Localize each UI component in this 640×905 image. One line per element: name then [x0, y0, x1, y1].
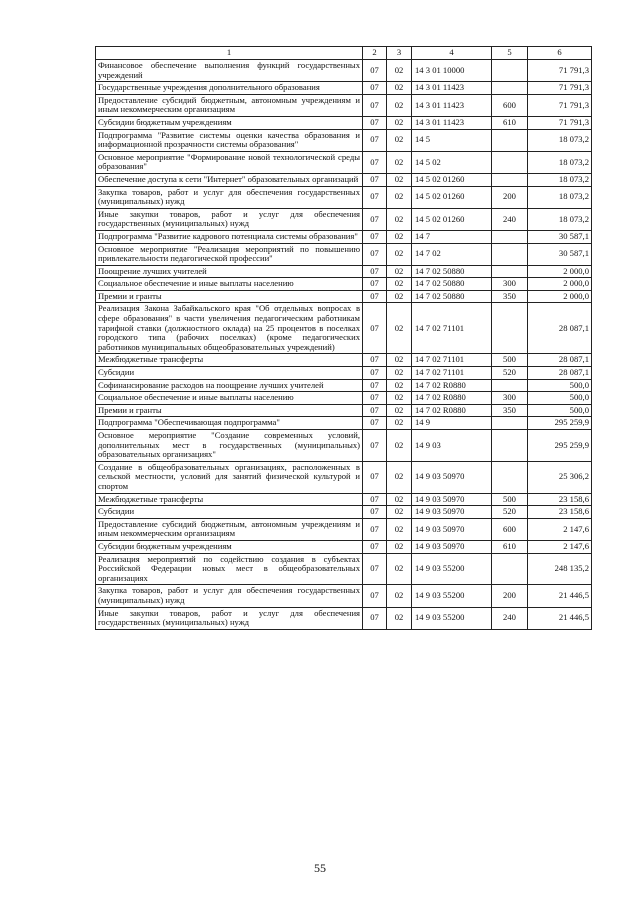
row-name-cell: Социальное обеспечение и иные выплаты населению [96, 278, 363, 291]
row-section-cell: 07 [363, 230, 387, 243]
row-amount-cell: 248 135,2 [528, 553, 592, 585]
row-subsection-cell: 02 [387, 392, 412, 405]
header-row [96, 47, 592, 60]
row-section-cell: 07 [363, 60, 387, 82]
row-subsection-cell: 02 [387, 404, 412, 417]
row-expense-type-cell [492, 461, 528, 493]
row-expense-type-cell: 600 [492, 94, 528, 116]
row-amount-cell: 2 000,0 [528, 278, 592, 291]
row-target-article-cell: 14 3 01 11423 [412, 116, 492, 129]
table-row [96, 303, 592, 354]
row-name-cell: Основное мероприятие "Формирование новой технологической среды образования" [96, 151, 363, 173]
row-name-cell: Субсидии [96, 506, 363, 519]
row-section-cell: 07 [363, 461, 387, 493]
row-section-cell: 07 [363, 208, 387, 230]
header-cell-3: 3 [387, 47, 412, 60]
row-section-cell: 07 [363, 379, 387, 392]
row-target-article-cell: 14 9 [412, 417, 492, 430]
table-row [96, 585, 592, 607]
row-target-article-cell: 14 7 02 71101 [412, 303, 492, 354]
table-row [96, 518, 592, 540]
row-target-article-cell: 14 9 03 50970 [412, 540, 492, 553]
row-name-cell: Подпрограмма "Обеспечивающая подпрограмма" [96, 417, 363, 430]
row-name-cell: Иные закупки товаров, работ и услуг для обеспечения государственных (муниципальных) нужд [96, 208, 363, 230]
row-amount-cell: 71 791,3 [528, 82, 592, 95]
table-row [96, 265, 592, 278]
row-amount-cell: 30 587,1 [528, 243, 592, 265]
row-expense-type-cell [492, 417, 528, 430]
row-target-article-cell: 14 9 03 50970 [412, 518, 492, 540]
row-name-cell: Реализация Закона Забайкальского края "Об отдельных вопросах в сфере образования" в части увеличения педагогическим работникам тарифной ставки (должностного оклада) на 25 процентов в поселках городского типа (рабочих поселках) (кроме педагогических работников муниципальных общеобразовательных учреждений) [96, 303, 363, 354]
table-row [96, 379, 592, 392]
budget-table [95, 46, 592, 630]
table-row [96, 208, 592, 230]
row-expense-type-cell: 240 [492, 208, 528, 230]
row-amount-cell: 23 158,6 [528, 493, 592, 506]
table-row [96, 540, 592, 553]
table-row [96, 506, 592, 519]
row-amount-cell: 28 087,1 [528, 367, 592, 380]
header-cell-1: 1 [96, 47, 363, 60]
row-target-article-cell: 14 5 02 01260 [412, 208, 492, 230]
table-row [96, 230, 592, 243]
row-expense-type-cell: 610 [492, 116, 528, 129]
row-expense-type-cell [492, 173, 528, 186]
row-expense-type-cell: 200 [492, 186, 528, 208]
table-row [96, 278, 592, 291]
row-name-cell: Подпрограмма "Развитие системы оценки качества образования и информационной прозрачности системы образования" [96, 129, 363, 151]
row-subsection-cell: 02 [387, 367, 412, 380]
row-section-cell: 07 [363, 243, 387, 265]
row-expense-type-cell: 500 [492, 493, 528, 506]
row-subsection-cell: 02 [387, 60, 412, 82]
row-subsection-cell: 02 [387, 607, 412, 629]
row-section-cell: 07 [363, 129, 387, 151]
header-cell-5: 5 [492, 47, 528, 60]
table-row [96, 461, 592, 493]
row-expense-type-cell [492, 230, 528, 243]
row-amount-cell: 500,0 [528, 392, 592, 405]
row-target-article-cell: 14 7 [412, 230, 492, 243]
row-section-cell: 07 [363, 506, 387, 519]
row-amount-cell: 23 158,6 [528, 506, 592, 519]
row-target-article-cell: 14 9 03 [412, 430, 492, 462]
row-amount-cell: 295 259,9 [528, 417, 592, 430]
row-name-cell: Подпрограмма "Развитие кадрового потенциала системы образования" [96, 230, 363, 243]
row-target-article-cell: 14 5 02 01260 [412, 186, 492, 208]
row-section-cell: 07 [363, 607, 387, 629]
row-expense-type-cell: 520 [492, 506, 528, 519]
row-target-article-cell: 14 9 03 55200 [412, 553, 492, 585]
row-expense-type-cell: 200 [492, 585, 528, 607]
row-section-cell: 07 [363, 278, 387, 291]
row-subsection-cell: 02 [387, 208, 412, 230]
row-subsection-cell: 02 [387, 518, 412, 540]
row-amount-cell: 18 073,2 [528, 186, 592, 208]
row-name-cell: Создание в общеобразовательных организациях, расположенных в сельской местности, условий для занятий физической культурой и спортом [96, 461, 363, 493]
row-target-article-cell: 14 9 03 55200 [412, 585, 492, 607]
row-name-cell: Предоставление субсидий бюджетным, автономным учреждениям и иным некоммерческим организациям [96, 518, 363, 540]
row-subsection-cell: 02 [387, 151, 412, 173]
row-amount-cell: 2 147,6 [528, 540, 592, 553]
row-target-article-cell: 14 7 02 R0880 [412, 392, 492, 405]
row-target-article-cell: 14 3 01 10000 [412, 60, 492, 82]
table-row [96, 392, 592, 405]
row-expense-type-cell [492, 82, 528, 95]
row-amount-cell: 71 791,3 [528, 60, 592, 82]
row-section-cell: 07 [363, 430, 387, 462]
row-amount-cell: 500,0 [528, 404, 592, 417]
row-section-cell: 07 [363, 82, 387, 95]
row-subsection-cell: 02 [387, 173, 412, 186]
row-subsection-cell: 02 [387, 82, 412, 95]
row-name-cell: Субсидии бюджетным учреждениям [96, 540, 363, 553]
table-row [96, 151, 592, 173]
row-amount-cell: 18 073,2 [528, 208, 592, 230]
row-amount-cell: 71 791,3 [528, 116, 592, 129]
row-subsection-cell: 02 [387, 303, 412, 354]
row-target-article-cell: 14 9 03 50970 [412, 506, 492, 519]
row-subsection-cell: 02 [387, 186, 412, 208]
table-row [96, 404, 592, 417]
table-row [96, 60, 592, 82]
row-name-cell: Межбюджетные трансферты [96, 354, 363, 367]
row-amount-cell: 25 306,2 [528, 461, 592, 493]
row-section-cell: 07 [363, 585, 387, 607]
row-target-article-cell: 14 3 01 11423 [412, 94, 492, 116]
row-amount-cell: 71 791,3 [528, 94, 592, 116]
row-subsection-cell: 02 [387, 493, 412, 506]
row-target-article-cell: 14 7 02 71101 [412, 367, 492, 380]
row-subsection-cell: 02 [387, 461, 412, 493]
row-expense-type-cell: 350 [492, 290, 528, 303]
row-amount-cell: 295 259,9 [528, 430, 592, 462]
row-amount-cell: 18 073,2 [528, 173, 592, 186]
row-subsection-cell: 02 [387, 506, 412, 519]
table-row [96, 82, 592, 95]
page-number: 55 [314, 861, 326, 875]
row-target-article-cell: 14 7 02 71101 [412, 354, 492, 367]
row-subsection-cell: 02 [387, 430, 412, 462]
row-name-cell: Реализация мероприятий по содействию создания в субъектах Российской Федерации новых мест в общеобразовательных организациях [96, 553, 363, 585]
header-cell-2: 2 [363, 47, 387, 60]
row-name-cell: Премии и гранты [96, 290, 363, 303]
row-amount-cell: 18 073,2 [528, 129, 592, 151]
table-row [96, 430, 592, 462]
row-target-article-cell: 14 7 02 50880 [412, 278, 492, 291]
row-expense-type-cell: 300 [492, 392, 528, 405]
row-target-article-cell: 14 9 03 55200 [412, 607, 492, 629]
row-section-cell: 07 [363, 116, 387, 129]
row-section-cell: 07 [363, 151, 387, 173]
row-subsection-cell: 02 [387, 585, 412, 607]
row-subsection-cell: 02 [387, 379, 412, 392]
row-section-cell: 07 [363, 94, 387, 116]
row-expense-type-cell [492, 60, 528, 82]
table-row [96, 493, 592, 506]
table-row [96, 186, 592, 208]
table-row [96, 417, 592, 430]
row-name-cell: Социальное обеспечение и иные выплаты населению [96, 392, 363, 405]
row-subsection-cell: 02 [387, 540, 412, 553]
row-expense-type-cell [492, 129, 528, 151]
row-expense-type-cell [492, 553, 528, 585]
row-section-cell: 07 [363, 493, 387, 506]
row-subsection-cell: 02 [387, 265, 412, 278]
row-section-cell: 07 [363, 518, 387, 540]
row-section-cell: 07 [363, 417, 387, 430]
row-expense-type-cell: 240 [492, 607, 528, 629]
row-name-cell: Софинансирование расходов на поощрение лучших учителей [96, 379, 363, 392]
row-target-article-cell: 14 5 02 01260 [412, 173, 492, 186]
row-section-cell: 07 [363, 553, 387, 585]
row-section-cell: 07 [363, 367, 387, 380]
row-target-article-cell: 14 9 03 50970 [412, 493, 492, 506]
row-name-cell: Субсидии бюджетным учреждениям [96, 116, 363, 129]
row-amount-cell: 2 147,6 [528, 518, 592, 540]
row-subsection-cell: 02 [387, 290, 412, 303]
row-name-cell: Обеспечение доступа к сети "Интернет" образовательных организаций [96, 173, 363, 186]
row-expense-type-cell: 520 [492, 367, 528, 380]
table-body [96, 60, 592, 630]
table-row [96, 129, 592, 151]
row-amount-cell: 28 087,1 [528, 303, 592, 354]
row-section-cell: 07 [363, 186, 387, 208]
row-section-cell: 07 [363, 392, 387, 405]
table-row [96, 607, 592, 629]
row-target-article-cell: 14 7 02 50880 [412, 265, 492, 278]
row-target-article-cell: 14 7 02 50880 [412, 290, 492, 303]
row-amount-cell: 21 446,5 [528, 585, 592, 607]
row-section-cell: 07 [363, 265, 387, 278]
row-expense-type-cell: 350 [492, 404, 528, 417]
row-amount-cell: 2 000,0 [528, 290, 592, 303]
table-row [96, 553, 592, 585]
row-subsection-cell: 02 [387, 116, 412, 129]
row-target-article-cell: 14 7 02 [412, 243, 492, 265]
row-expense-type-cell [492, 151, 528, 173]
row-name-cell: Поощрение лучших учителей [96, 265, 363, 278]
row-subsection-cell: 02 [387, 278, 412, 291]
row-amount-cell: 18 073,2 [528, 151, 592, 173]
row-section-cell: 07 [363, 173, 387, 186]
row-amount-cell: 28 087,1 [528, 354, 592, 367]
row-expense-type-cell [492, 430, 528, 462]
row-expense-type-cell [492, 379, 528, 392]
row-amount-cell: 500,0 [528, 379, 592, 392]
row-target-article-cell: 14 7 02 R0880 [412, 404, 492, 417]
row-section-cell: 07 [363, 540, 387, 553]
row-subsection-cell: 02 [387, 94, 412, 116]
table-row [96, 173, 592, 186]
row-name-cell: Закупка товаров, работ и услуг для обеспечения государственных (муниципальных) нужд [96, 186, 363, 208]
row-section-cell: 07 [363, 354, 387, 367]
row-name-cell: Межбюджетные трансферты [96, 493, 363, 506]
row-amount-cell: 2 000,0 [528, 265, 592, 278]
row-target-article-cell: 14 9 03 50970 [412, 461, 492, 493]
row-expense-type-cell: 300 [492, 278, 528, 291]
header-cell-4: 4 [412, 47, 492, 60]
row-expense-type-cell: 500 [492, 354, 528, 367]
header-cell-6: 6 [528, 47, 592, 60]
row-amount-cell: 21 446,5 [528, 607, 592, 629]
row-expense-type-cell [492, 265, 528, 278]
row-target-article-cell: 14 7 02 R0880 [412, 379, 492, 392]
row-subsection-cell: 02 [387, 553, 412, 585]
row-target-article-cell: 14 5 02 [412, 151, 492, 173]
row-name-cell: Закупка товаров, работ и услуг для обеспечения государственных (муниципальных) нужд [96, 585, 363, 607]
row-section-cell: 07 [363, 303, 387, 354]
row-target-article-cell: 14 5 [412, 129, 492, 151]
row-subsection-cell: 02 [387, 243, 412, 265]
table-row [96, 367, 592, 380]
row-expense-type-cell [492, 303, 528, 354]
row-name-cell: Финансовое обеспечение выполнения функций государственных учреждений [96, 60, 363, 82]
table-row [96, 94, 592, 116]
table-row [96, 243, 592, 265]
row-name-cell: Основное мероприятие "Создание современных условий, дополнительных мест в государственных (муниципальных) образовательных организациях" [96, 430, 363, 462]
row-subsection-cell: 02 [387, 417, 412, 430]
row-section-cell: 07 [363, 290, 387, 303]
table-row [96, 116, 592, 129]
row-expense-type-cell [492, 243, 528, 265]
row-name-cell: Предоставление субсидий бюджетным, автономным учреждениям и иным некоммерческим организациям [96, 94, 363, 116]
row-name-cell: Премии и гранты [96, 404, 363, 417]
row-name-cell: Иные закупки товаров, работ и услуг для обеспечения государственных (муниципальных) нужд [96, 607, 363, 629]
row-name-cell: Государственные учреждения дополнительного образования [96, 82, 363, 95]
row-subsection-cell: 02 [387, 129, 412, 151]
table-row [96, 290, 592, 303]
row-expense-type-cell: 600 [492, 518, 528, 540]
row-target-article-cell: 14 3 01 11423 [412, 82, 492, 95]
row-section-cell: 07 [363, 404, 387, 417]
table-row [96, 354, 592, 367]
row-name-cell: Основное мероприятие "Реализация мероприятий по повышению привлекательности педагогической профессии" [96, 243, 363, 265]
row-subsection-cell: 02 [387, 230, 412, 243]
row-expense-type-cell: 610 [492, 540, 528, 553]
row-name-cell: Субсидии [96, 367, 363, 380]
row-amount-cell: 30 587,1 [528, 230, 592, 243]
row-subsection-cell: 02 [387, 354, 412, 367]
